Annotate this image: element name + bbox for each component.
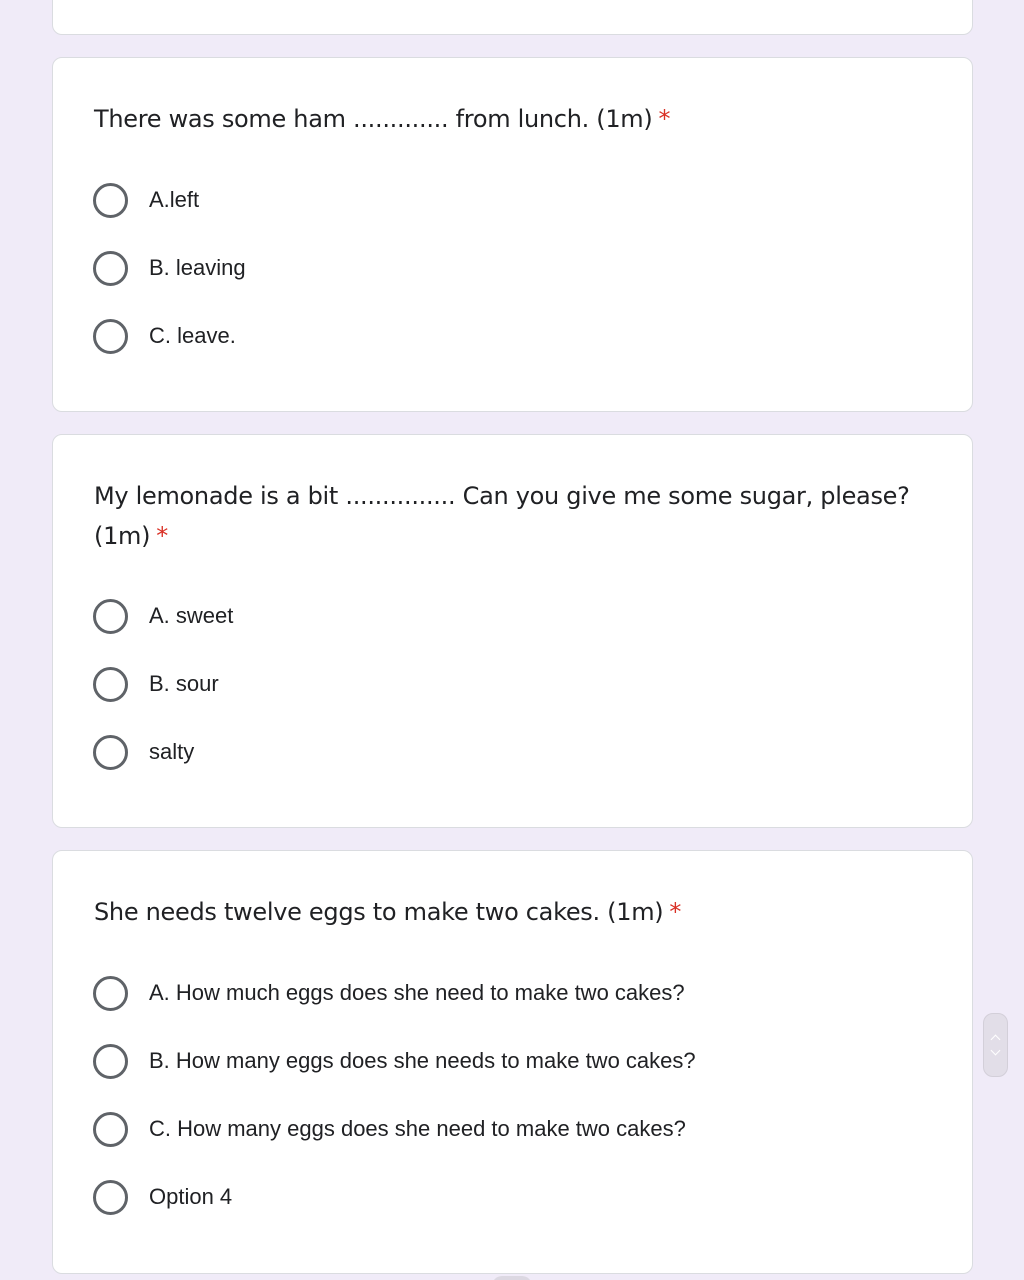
option-radio-b[interactable] [93,248,246,288]
radio-button-icon[interactable] [93,667,128,702]
chevron-down-icon [991,1046,1001,1056]
option-radio-a[interactable] [93,596,233,636]
previous-question-card [52,0,973,35]
question-text: There was some ham ............. from lunch. (1m) [94,105,653,133]
radio-button-icon[interactable] [93,599,128,634]
option-label: C. How many eggs does she need to make two cakes? [149,1116,686,1141]
radio-button-icon[interactable] [93,251,128,286]
chevron-up-icon [991,1035,1001,1045]
radio-button-icon[interactable] [93,1180,128,1215]
scroll-handle[interactable] [983,1013,1008,1077]
option-label: A. sweet [149,603,234,628]
option-label: C. leave. [149,323,236,348]
option-radio-a[interactable] [93,973,685,1013]
question-text: My lemonade is a bit ............... Can you give me some sugar, please? (1m) [94,482,910,550]
radio-button-icon[interactable] [93,735,128,770]
option-radio-c[interactable] [93,316,236,356]
question-title [94,476,936,556]
radio-button-icon[interactable] [93,319,128,354]
option-label: Option 4 [149,1184,233,1209]
radio-button-icon[interactable] [93,1112,128,1147]
option-label: B. sour [149,671,219,696]
option-radio-d[interactable] [93,1177,232,1217]
option-label: B. leaving [149,255,246,280]
option-radio-a[interactable] [93,180,199,220]
radio-button-icon[interactable] [93,1044,128,1079]
question-card-1 [52,57,973,412]
option-label: A.left [149,187,200,212]
required-asterisk: * [658,105,671,133]
option-label: A. How much eggs does she need to make two cakes? [149,980,685,1005]
required-asterisk: * [156,522,168,550]
required-asterisk: * [669,898,682,926]
option-radio-c[interactable] [93,732,194,772]
option-radio-b[interactable] [93,664,219,704]
radio-button-icon[interactable] [93,976,128,1011]
option-radio-c[interactable] [93,1109,686,1149]
radio-button-icon[interactable] [93,183,128,218]
question-card-3 [52,850,973,1274]
option-label: B. How many eggs does she needs to make two cakes? [149,1048,696,1073]
question-title [94,99,936,139]
question-card-2 [52,434,973,828]
bottom-scroll-indicator [492,1276,532,1280]
option-radio-b[interactable] [93,1041,696,1081]
option-label: salty [149,739,195,764]
question-text: She needs twelve eggs to make two cakes. (1m) [94,898,664,926]
question-title [94,892,936,932]
